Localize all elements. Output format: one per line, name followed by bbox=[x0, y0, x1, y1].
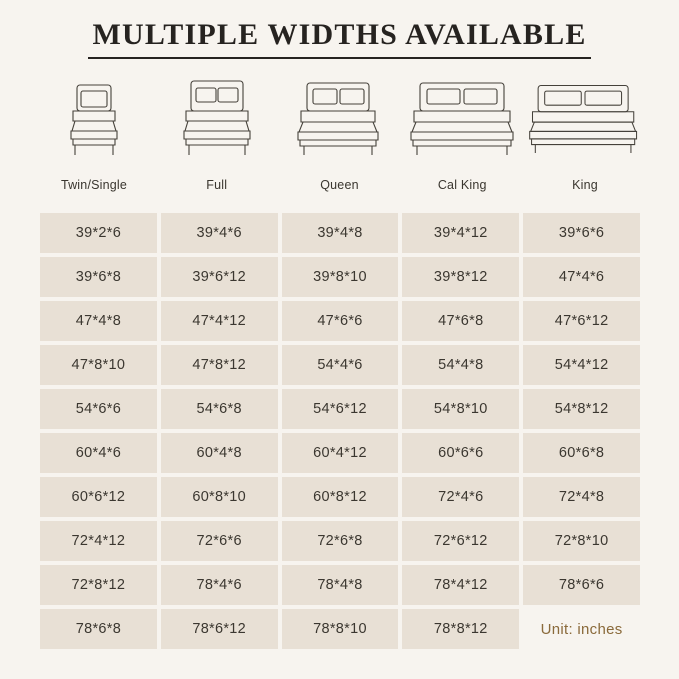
size-cell: 47*6*12 bbox=[523, 301, 640, 341]
size-cell: 60*4*12 bbox=[282, 433, 399, 473]
size-cell: 60*4*8 bbox=[161, 433, 278, 473]
size-cell: 60*6*8 bbox=[523, 433, 640, 473]
size-cell: 39*2*6 bbox=[40, 213, 157, 253]
size-cell: 39*4*6 bbox=[161, 213, 278, 253]
size-cell: 47*4*6 bbox=[523, 257, 640, 297]
size-cell: 72*4*6 bbox=[402, 477, 519, 517]
bed-option-cal-king bbox=[402, 75, 522, 192]
size-cell: 72*4*8 bbox=[523, 477, 640, 517]
size-cell: 39*8*12 bbox=[402, 257, 519, 297]
size-cell: 39*6*12 bbox=[161, 257, 278, 297]
size-grid bbox=[40, 213, 640, 649]
title-block bbox=[0, 0, 679, 59]
size-cell: 39*6*8 bbox=[40, 257, 157, 297]
bed-label: Full bbox=[206, 177, 228, 192]
size-cell: 47*8*10 bbox=[40, 345, 157, 385]
bed-label: Twin/Single bbox=[60, 177, 128, 192]
bed-option-queen bbox=[280, 75, 400, 192]
size-cell: 54*8*10 bbox=[402, 389, 519, 429]
size-cell: 47*4*8 bbox=[40, 301, 157, 341]
size-cell: 72*8*10 bbox=[523, 521, 640, 561]
size-cell: 47*8*12 bbox=[161, 345, 278, 385]
size-cell: 72*6*12 bbox=[402, 521, 519, 561]
size-cell: 78*8*10 bbox=[282, 609, 399, 649]
size-cell: 78*4*12 bbox=[402, 565, 519, 605]
size-cell: 78*6*12 bbox=[161, 609, 278, 649]
size-cell: 54*4*12 bbox=[523, 345, 640, 385]
bed-twin-icon bbox=[34, 75, 154, 171]
size-cell: 54*4*6 bbox=[282, 345, 399, 385]
size-cell: 54*6*8 bbox=[161, 389, 278, 429]
size-cell: 54*6*12 bbox=[282, 389, 399, 429]
size-cell: 39*4*12 bbox=[402, 213, 519, 253]
bed-queen-icon bbox=[280, 75, 400, 171]
size-cell: 60*6*6 bbox=[402, 433, 519, 473]
size-cell: 47*6*8 bbox=[402, 301, 519, 341]
bed-option-full bbox=[157, 75, 277, 192]
bed-king-icon bbox=[525, 75, 645, 171]
size-cell: 78*6*8 bbox=[40, 609, 157, 649]
unit-note: Unit: inches bbox=[540, 620, 623, 638]
size-cell: 72*8*12 bbox=[40, 565, 157, 605]
page-title: MULTIPLE WIDTHS AVAILABLE bbox=[88, 18, 590, 59]
size-cell: 54*6*6 bbox=[40, 389, 157, 429]
size-cell: 60*6*12 bbox=[40, 477, 157, 517]
size-cell: 60*8*12 bbox=[282, 477, 399, 517]
size-cell: 54*8*12 bbox=[523, 389, 640, 429]
size-cell: 72*6*8 bbox=[282, 521, 399, 561]
bed-label: Cal King bbox=[437, 177, 487, 192]
size-cell: 78*6*6 bbox=[523, 565, 640, 605]
bed-label: King bbox=[572, 177, 598, 192]
size-cell: 78*4*6 bbox=[161, 565, 278, 605]
size-cell: 47*6*6 bbox=[282, 301, 399, 341]
size-cell: 78*4*8 bbox=[282, 565, 399, 605]
bed-full-icon bbox=[157, 75, 277, 171]
size-cell: 39*6*6 bbox=[523, 213, 640, 253]
bed-option-twin bbox=[34, 75, 154, 192]
size-cell: 54*4*8 bbox=[402, 345, 519, 385]
size-cell: 72*4*12 bbox=[40, 521, 157, 561]
size-cell: 39*4*8 bbox=[282, 213, 399, 253]
size-cell: 72*6*6 bbox=[161, 521, 278, 561]
bed-label: Queen bbox=[320, 177, 359, 192]
size-cell: 39*8*10 bbox=[282, 257, 399, 297]
size-cell: 60*4*6 bbox=[40, 433, 157, 473]
bed-illustration-row bbox=[0, 59, 679, 192]
bed-cal-king-icon bbox=[402, 75, 522, 171]
size-cell: 47*4*12 bbox=[161, 301, 278, 341]
size-cell: 78*8*12 bbox=[402, 609, 519, 649]
bed-option-king bbox=[525, 75, 645, 192]
size-cell: 60*8*10 bbox=[161, 477, 278, 517]
